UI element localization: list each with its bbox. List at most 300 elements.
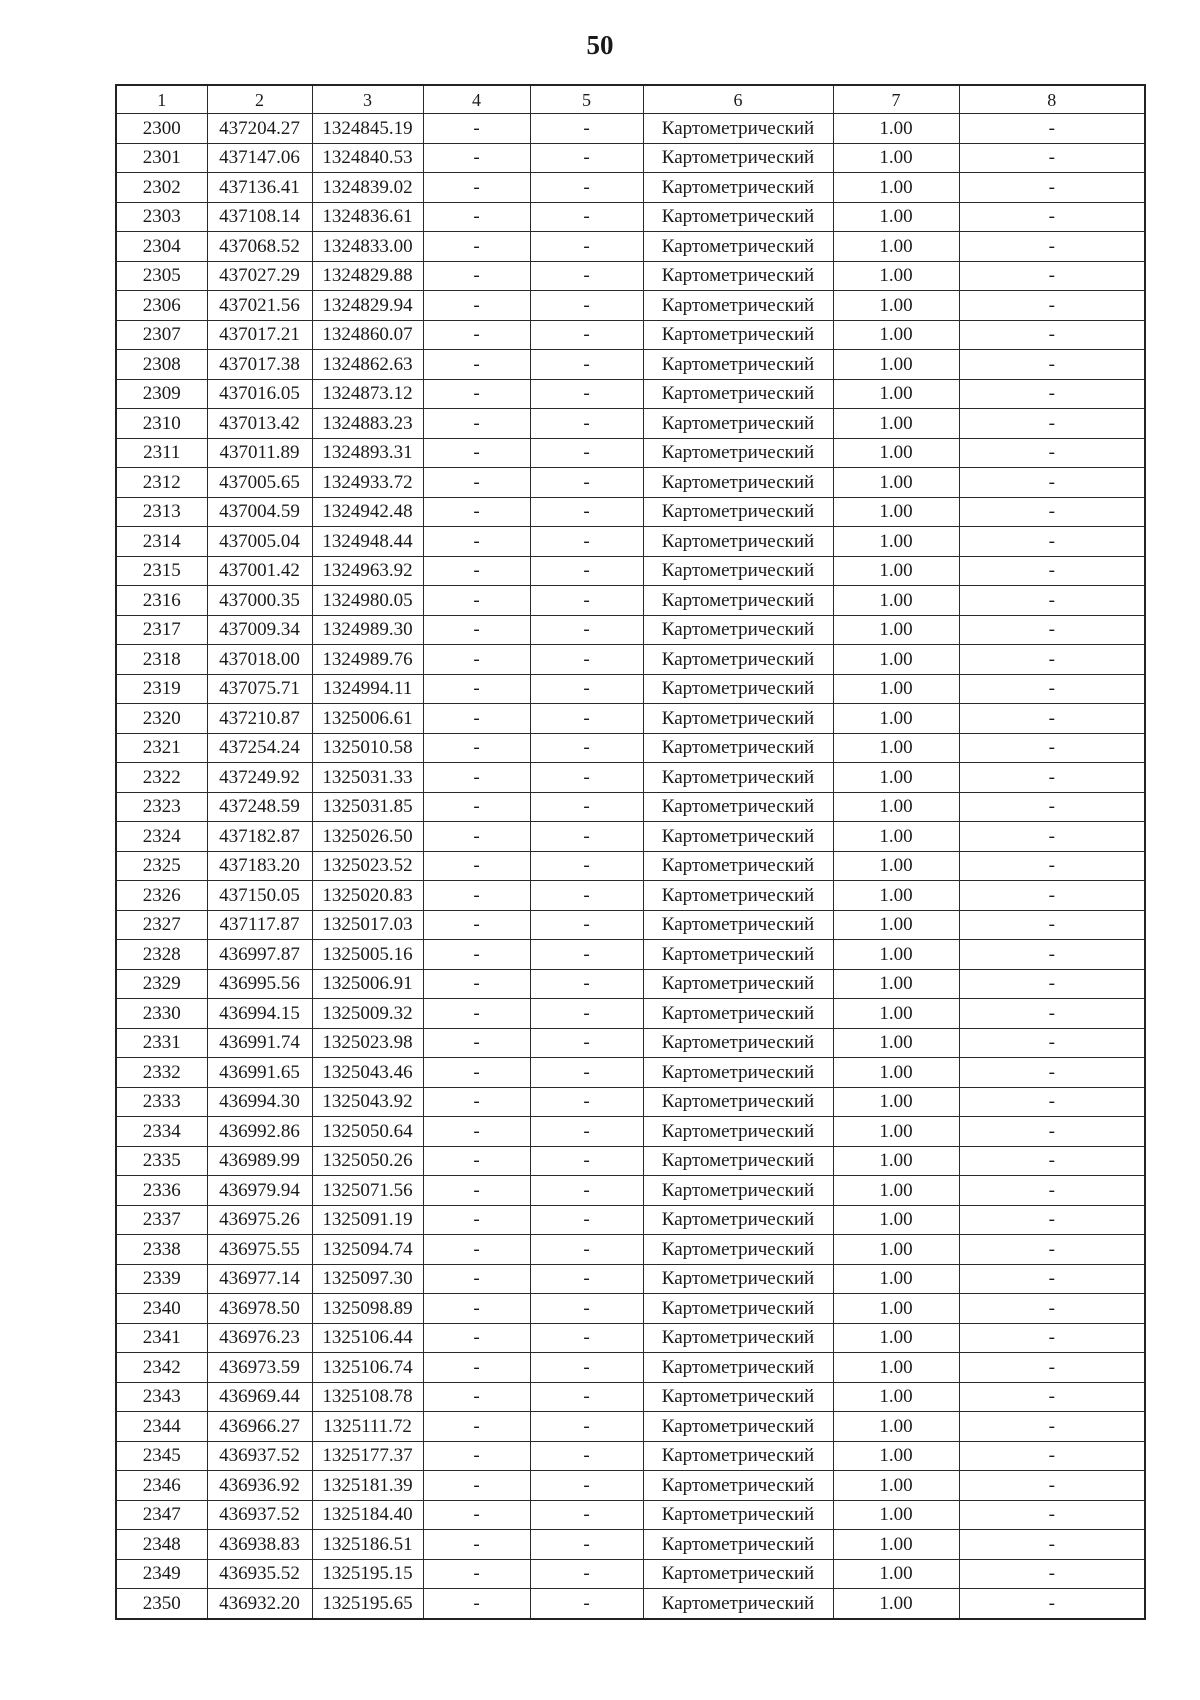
point-number-cell: 2337 bbox=[116, 1205, 207, 1235]
col-4-cell: - bbox=[423, 704, 530, 734]
col-5-cell: - bbox=[530, 1441, 643, 1471]
col-4-cell: - bbox=[423, 1294, 530, 1324]
x-coordinate-cell: 436975.26 bbox=[207, 1205, 312, 1235]
accuracy-cell: 1.00 bbox=[833, 969, 959, 999]
accuracy-cell: 1.00 bbox=[833, 1353, 959, 1383]
table-row bbox=[116, 320, 1145, 350]
col-4-cell: - bbox=[423, 1412, 530, 1442]
col-8-cell: - bbox=[959, 586, 1145, 616]
x-coordinate-cell: 436994.30 bbox=[207, 1087, 312, 1117]
y-coordinate-cell: 1325108.78 bbox=[312, 1382, 423, 1412]
table-row bbox=[116, 1441, 1145, 1471]
table-row bbox=[116, 1176, 1145, 1206]
table-row bbox=[116, 1353, 1145, 1383]
y-coordinate-cell: 1325050.64 bbox=[312, 1117, 423, 1147]
method-cell: Картометрический bbox=[643, 763, 833, 793]
x-coordinate-cell: 437068.52 bbox=[207, 232, 312, 262]
y-coordinate-cell: 1325009.32 bbox=[312, 999, 423, 1029]
col-5-cell: - bbox=[530, 1058, 643, 1088]
table-row bbox=[116, 1323, 1145, 1353]
col-8-cell: - bbox=[959, 645, 1145, 675]
y-coordinate-cell: 1325071.56 bbox=[312, 1176, 423, 1206]
table-row bbox=[116, 1294, 1145, 1324]
y-coordinate-cell: 1325010.58 bbox=[312, 733, 423, 763]
col-5-cell: - bbox=[530, 261, 643, 291]
col-4-cell: - bbox=[423, 792, 530, 822]
x-coordinate-cell: 436994.15 bbox=[207, 999, 312, 1029]
table-row bbox=[116, 173, 1145, 203]
method-cell: Картометрический bbox=[643, 291, 833, 321]
col-4-cell: - bbox=[423, 851, 530, 881]
method-cell: Картометрический bbox=[643, 1205, 833, 1235]
table-row bbox=[116, 1471, 1145, 1501]
col-5-cell: - bbox=[530, 999, 643, 1029]
col-8-cell: - bbox=[959, 674, 1145, 704]
col-8-cell: - bbox=[959, 1264, 1145, 1294]
method-cell: Картометрический bbox=[643, 1087, 833, 1117]
y-coordinate-cell: 1324833.00 bbox=[312, 232, 423, 262]
x-coordinate-cell: 437182.87 bbox=[207, 822, 312, 852]
col-4-cell: - bbox=[423, 763, 530, 793]
col-8-cell: - bbox=[959, 763, 1145, 793]
x-coordinate-cell: 437108.14 bbox=[207, 202, 312, 232]
point-number-cell: 2331 bbox=[116, 1028, 207, 1058]
y-coordinate-cell: 1324873.12 bbox=[312, 379, 423, 409]
point-number-cell: 2301 bbox=[116, 143, 207, 173]
accuracy-cell: 1.00 bbox=[833, 1382, 959, 1412]
x-coordinate-cell: 437147.06 bbox=[207, 143, 312, 173]
table-row bbox=[116, 1028, 1145, 1058]
table-row bbox=[116, 1530, 1145, 1560]
col-8-cell: - bbox=[959, 497, 1145, 527]
col-4-cell: - bbox=[423, 674, 530, 704]
col-8-cell: - bbox=[959, 615, 1145, 645]
col-8-cell: - bbox=[959, 940, 1145, 970]
accuracy-cell: 1.00 bbox=[833, 320, 959, 350]
col-8-cell: - bbox=[959, 1146, 1145, 1176]
x-coordinate-cell: 436973.59 bbox=[207, 1353, 312, 1383]
col-5-cell: - bbox=[530, 527, 643, 557]
col-8-cell: - bbox=[959, 350, 1145, 380]
method-cell: Картометрический bbox=[643, 1146, 833, 1176]
y-coordinate-cell: 1324948.44 bbox=[312, 527, 423, 557]
col-8-cell: - bbox=[959, 1087, 1145, 1117]
table-row bbox=[116, 851, 1145, 881]
x-coordinate-cell: 436969.44 bbox=[207, 1382, 312, 1412]
y-coordinate-cell: 1324839.02 bbox=[312, 173, 423, 203]
x-coordinate-cell: 436937.52 bbox=[207, 1441, 312, 1471]
table-row bbox=[116, 379, 1145, 409]
point-number-cell: 2343 bbox=[116, 1382, 207, 1412]
col-5-cell: - bbox=[530, 438, 643, 468]
accuracy-cell: 1.00 bbox=[833, 173, 959, 203]
y-coordinate-cell: 1324942.48 bbox=[312, 497, 423, 527]
x-coordinate-cell: 437249.92 bbox=[207, 763, 312, 793]
col-5-cell: - bbox=[530, 350, 643, 380]
point-number-cell: 2327 bbox=[116, 910, 207, 940]
y-coordinate-cell: 1324963.92 bbox=[312, 556, 423, 586]
col-8-cell: - bbox=[959, 1294, 1145, 1324]
method-cell: Картометрический bbox=[643, 1530, 833, 1560]
column-header-8: 8 bbox=[959, 85, 1145, 114]
method-cell: Картометрический bbox=[643, 1353, 833, 1383]
col-8-cell: - bbox=[959, 173, 1145, 203]
x-coordinate-cell: 436978.50 bbox=[207, 1294, 312, 1324]
col-8-cell: - bbox=[959, 291, 1145, 321]
table-row bbox=[116, 999, 1145, 1029]
method-cell: Картометрический bbox=[643, 1294, 833, 1324]
y-coordinate-cell: 1325020.83 bbox=[312, 881, 423, 911]
method-cell: Картометрический bbox=[643, 468, 833, 498]
x-coordinate-cell: 437204.27 bbox=[207, 114, 312, 144]
point-number-cell: 2326 bbox=[116, 881, 207, 911]
x-coordinate-cell: 437005.65 bbox=[207, 468, 312, 498]
y-coordinate-cell: 1324829.88 bbox=[312, 261, 423, 291]
y-coordinate-cell: 1324893.31 bbox=[312, 438, 423, 468]
y-coordinate-cell: 1325177.37 bbox=[312, 1441, 423, 1471]
col-4-cell: - bbox=[423, 1382, 530, 1412]
col-4-cell: - bbox=[423, 1058, 530, 1088]
y-coordinate-cell: 1325091.19 bbox=[312, 1205, 423, 1235]
method-cell: Картометрический bbox=[643, 645, 833, 675]
col-8-cell: - bbox=[959, 881, 1145, 911]
col-5-cell: - bbox=[530, 1028, 643, 1058]
accuracy-cell: 1.00 bbox=[833, 497, 959, 527]
col-5-cell: - bbox=[530, 114, 643, 144]
x-coordinate-cell: 436966.27 bbox=[207, 1412, 312, 1442]
col-8-cell: - bbox=[959, 822, 1145, 852]
method-cell: Картометрический bbox=[643, 1323, 833, 1353]
col-4-cell: - bbox=[423, 350, 530, 380]
table-row bbox=[116, 615, 1145, 645]
point-number-cell: 2315 bbox=[116, 556, 207, 586]
method-cell: Картометрический bbox=[643, 379, 833, 409]
method-cell: Картометрический bbox=[643, 438, 833, 468]
y-coordinate-cell: 1325031.33 bbox=[312, 763, 423, 793]
table-row bbox=[116, 409, 1145, 439]
accuracy-cell: 1.00 bbox=[833, 822, 959, 852]
y-coordinate-cell: 1325184.40 bbox=[312, 1500, 423, 1530]
accuracy-cell: 1.00 bbox=[833, 202, 959, 232]
col-4-cell: - bbox=[423, 438, 530, 468]
accuracy-cell: 1.00 bbox=[833, 763, 959, 793]
table-row bbox=[116, 763, 1145, 793]
col-5-cell: - bbox=[530, 881, 643, 911]
col-8-cell: - bbox=[959, 1058, 1145, 1088]
method-cell: Картометрический bbox=[643, 1589, 833, 1619]
method-cell: Картометрический bbox=[643, 202, 833, 232]
y-coordinate-cell: 1324989.76 bbox=[312, 645, 423, 675]
column-header-5: 5 bbox=[530, 85, 643, 114]
accuracy-cell: 1.00 bbox=[833, 1205, 959, 1235]
page-number: 50 bbox=[586, 30, 614, 60]
x-coordinate-cell: 436977.14 bbox=[207, 1264, 312, 1294]
table-row bbox=[116, 1205, 1145, 1235]
col-4-cell: - bbox=[423, 527, 530, 557]
x-coordinate-cell: 436979.94 bbox=[207, 1176, 312, 1206]
y-coordinate-cell: 1325181.39 bbox=[312, 1471, 423, 1501]
col-5-cell: - bbox=[530, 704, 643, 734]
col-4-cell: - bbox=[423, 1353, 530, 1383]
col-8-cell: - bbox=[959, 114, 1145, 144]
col-4-cell: - bbox=[423, 261, 530, 291]
point-number-cell: 2348 bbox=[116, 1530, 207, 1560]
y-coordinate-cell: 1324883.23 bbox=[312, 409, 423, 439]
y-coordinate-cell: 1324933.72 bbox=[312, 468, 423, 498]
col-8-cell: - bbox=[959, 1471, 1145, 1501]
col-5-cell: - bbox=[530, 1117, 643, 1147]
col-5-cell: - bbox=[530, 733, 643, 763]
x-coordinate-cell: 437000.35 bbox=[207, 586, 312, 616]
col-8-cell: - bbox=[959, 1205, 1145, 1235]
col-5-cell: - bbox=[530, 1087, 643, 1117]
col-5-cell: - bbox=[530, 232, 643, 262]
accuracy-cell: 1.00 bbox=[833, 527, 959, 557]
table-row bbox=[116, 497, 1145, 527]
point-number-cell: 2333 bbox=[116, 1087, 207, 1117]
table-row bbox=[116, 969, 1145, 999]
accuracy-cell: 1.00 bbox=[833, 438, 959, 468]
table-row bbox=[116, 438, 1145, 468]
point-number-cell: 2344 bbox=[116, 1412, 207, 1442]
col-4-cell: - bbox=[423, 232, 530, 262]
y-coordinate-cell: 1325050.26 bbox=[312, 1146, 423, 1176]
col-8-cell: - bbox=[959, 969, 1145, 999]
col-4-cell: - bbox=[423, 468, 530, 498]
col-8-cell: - bbox=[959, 320, 1145, 350]
table-row bbox=[116, 674, 1145, 704]
col-5-cell: - bbox=[530, 1323, 643, 1353]
table-row bbox=[116, 468, 1145, 498]
col-5-cell: - bbox=[530, 1471, 643, 1501]
y-coordinate-cell: 1324836.61 bbox=[312, 202, 423, 232]
method-cell: Картометрический bbox=[643, 1500, 833, 1530]
method-cell: Картометрический bbox=[643, 1235, 833, 1265]
col-5-cell: - bbox=[530, 556, 643, 586]
method-cell: Картометрический bbox=[643, 704, 833, 734]
coordinates-table-container bbox=[115, 84, 1146, 1620]
col-8-cell: - bbox=[959, 1589, 1145, 1619]
accuracy-cell: 1.00 bbox=[833, 1117, 959, 1147]
column-header-3: 3 bbox=[312, 85, 423, 114]
table-row bbox=[116, 822, 1145, 852]
col-8-cell: - bbox=[959, 1412, 1145, 1442]
col-4-cell: - bbox=[423, 556, 530, 586]
col-8-cell: - bbox=[959, 851, 1145, 881]
x-coordinate-cell: 436938.83 bbox=[207, 1530, 312, 1560]
table-row bbox=[116, 1146, 1145, 1176]
accuracy-cell: 1.00 bbox=[833, 556, 959, 586]
method-cell: Картометрический bbox=[643, 1441, 833, 1471]
col-8-cell: - bbox=[959, 1500, 1145, 1530]
y-coordinate-cell: 1325106.74 bbox=[312, 1353, 423, 1383]
method-cell: Картометрический bbox=[643, 1058, 833, 1088]
col-8-cell: - bbox=[959, 1235, 1145, 1265]
method-cell: Картометрический bbox=[643, 320, 833, 350]
y-coordinate-cell: 1325017.03 bbox=[312, 910, 423, 940]
col-8-cell: - bbox=[959, 202, 1145, 232]
y-coordinate-cell: 1325023.98 bbox=[312, 1028, 423, 1058]
column-header-7: 7 bbox=[833, 85, 959, 114]
col-4-cell: - bbox=[423, 1500, 530, 1530]
accuracy-cell: 1.00 bbox=[833, 1323, 959, 1353]
col-8-cell: - bbox=[959, 1323, 1145, 1353]
col-5-cell: - bbox=[530, 645, 643, 675]
accuracy-cell: 1.00 bbox=[833, 1146, 959, 1176]
col-4-cell: - bbox=[423, 1589, 530, 1619]
table-row bbox=[116, 261, 1145, 291]
y-coordinate-cell: 1324989.30 bbox=[312, 615, 423, 645]
col-8-cell: - bbox=[959, 792, 1145, 822]
column-header-4: 4 bbox=[423, 85, 530, 114]
col-8-cell: - bbox=[959, 1353, 1145, 1383]
col-4-cell: - bbox=[423, 1441, 530, 1471]
col-4-cell: - bbox=[423, 615, 530, 645]
x-coordinate-cell: 436989.99 bbox=[207, 1146, 312, 1176]
col-5-cell: - bbox=[530, 1589, 643, 1619]
point-number-cell: 2314 bbox=[116, 527, 207, 557]
col-5-cell: - bbox=[530, 1500, 643, 1530]
col-5-cell: - bbox=[530, 1294, 643, 1324]
y-coordinate-cell: 1325094.74 bbox=[312, 1235, 423, 1265]
method-cell: Картометрический bbox=[643, 350, 833, 380]
table-row bbox=[116, 910, 1145, 940]
x-coordinate-cell: 436932.20 bbox=[207, 1589, 312, 1619]
col-4-cell: - bbox=[423, 1176, 530, 1206]
accuracy-cell: 1.00 bbox=[833, 114, 959, 144]
accuracy-cell: 1.00 bbox=[833, 143, 959, 173]
x-coordinate-cell: 436991.74 bbox=[207, 1028, 312, 1058]
x-coordinate-cell: 436995.56 bbox=[207, 969, 312, 999]
method-cell: Картометрический bbox=[643, 173, 833, 203]
point-number-cell: 2303 bbox=[116, 202, 207, 232]
y-coordinate-cell: 1324994.11 bbox=[312, 674, 423, 704]
table-row bbox=[116, 350, 1145, 380]
x-coordinate-cell: 436937.52 bbox=[207, 1500, 312, 1530]
point-number-cell: 2346 bbox=[116, 1471, 207, 1501]
accuracy-cell: 1.00 bbox=[833, 1176, 959, 1206]
accuracy-cell: 1.00 bbox=[833, 881, 959, 911]
point-number-cell: 2316 bbox=[116, 586, 207, 616]
col-8-cell: - bbox=[959, 1382, 1145, 1412]
col-4-cell: - bbox=[423, 1087, 530, 1117]
point-number-cell: 2322 bbox=[116, 763, 207, 793]
col-5-cell: - bbox=[530, 143, 643, 173]
col-4-cell: - bbox=[423, 320, 530, 350]
col-4-cell: - bbox=[423, 1264, 530, 1294]
col-4-cell: - bbox=[423, 940, 530, 970]
col-5-cell: - bbox=[530, 1264, 643, 1294]
method-cell: Картометрический bbox=[643, 1559, 833, 1589]
point-number-cell: 2340 bbox=[116, 1294, 207, 1324]
x-coordinate-cell: 437016.05 bbox=[207, 379, 312, 409]
col-4-cell: - bbox=[423, 173, 530, 203]
point-number-cell: 2329 bbox=[116, 969, 207, 999]
col-5-cell: - bbox=[530, 291, 643, 321]
point-number-cell: 2305 bbox=[116, 261, 207, 291]
accuracy-cell: 1.00 bbox=[833, 1235, 959, 1265]
col-5-cell: - bbox=[530, 586, 643, 616]
col-8-cell: - bbox=[959, 556, 1145, 586]
col-4-cell: - bbox=[423, 202, 530, 232]
method-cell: Картометрический bbox=[643, 969, 833, 999]
x-coordinate-cell: 437183.20 bbox=[207, 851, 312, 881]
col-4-cell: - bbox=[423, 910, 530, 940]
table-row bbox=[116, 1559, 1145, 1589]
table-row bbox=[116, 1589, 1145, 1619]
method-cell: Картометрический bbox=[643, 1264, 833, 1294]
accuracy-cell: 1.00 bbox=[833, 1294, 959, 1324]
table-row bbox=[116, 143, 1145, 173]
col-5-cell: - bbox=[530, 1412, 643, 1442]
accuracy-cell: 1.00 bbox=[833, 1559, 959, 1589]
x-coordinate-cell: 437017.21 bbox=[207, 320, 312, 350]
col-4-cell: - bbox=[423, 1117, 530, 1147]
table-row bbox=[116, 733, 1145, 763]
col-4-cell: - bbox=[423, 1530, 530, 1560]
accuracy-cell: 1.00 bbox=[833, 1028, 959, 1058]
accuracy-cell: 1.00 bbox=[833, 1471, 959, 1501]
col-4-cell: - bbox=[423, 291, 530, 321]
col-8-cell: - bbox=[959, 232, 1145, 262]
x-coordinate-cell: 436997.87 bbox=[207, 940, 312, 970]
col-5-cell: - bbox=[530, 1205, 643, 1235]
point-number-cell: 2319 bbox=[116, 674, 207, 704]
col-8-cell: - bbox=[959, 1176, 1145, 1206]
col-5-cell: - bbox=[530, 763, 643, 793]
col-4-cell: - bbox=[423, 379, 530, 409]
col-5-cell: - bbox=[530, 497, 643, 527]
point-number-cell: 2323 bbox=[116, 792, 207, 822]
col-4-cell: - bbox=[423, 114, 530, 144]
accuracy-cell: 1.00 bbox=[833, 1589, 959, 1619]
accuracy-cell: 1.00 bbox=[833, 261, 959, 291]
method-cell: Картометрический bbox=[643, 910, 833, 940]
method-cell: Картометрический bbox=[643, 232, 833, 262]
col-5-cell: - bbox=[530, 1235, 643, 1265]
method-cell: Картометрический bbox=[643, 1382, 833, 1412]
y-coordinate-cell: 1324840.53 bbox=[312, 143, 423, 173]
point-number-cell: 2313 bbox=[116, 497, 207, 527]
table-row bbox=[116, 1235, 1145, 1265]
table-row bbox=[116, 1117, 1145, 1147]
y-coordinate-cell: 1324829.94 bbox=[312, 291, 423, 321]
col-5-cell: - bbox=[530, 940, 643, 970]
col-5-cell: - bbox=[530, 822, 643, 852]
x-coordinate-cell: 437248.59 bbox=[207, 792, 312, 822]
x-coordinate-cell: 437254.24 bbox=[207, 733, 312, 763]
y-coordinate-cell: 1325111.72 bbox=[312, 1412, 423, 1442]
x-coordinate-cell: 437021.56 bbox=[207, 291, 312, 321]
method-cell: Картометрический bbox=[643, 1471, 833, 1501]
col-8-cell: - bbox=[959, 379, 1145, 409]
point-number-cell: 2306 bbox=[116, 291, 207, 321]
x-coordinate-cell: 436935.52 bbox=[207, 1559, 312, 1589]
accuracy-cell: 1.00 bbox=[833, 291, 959, 321]
x-coordinate-cell: 437004.59 bbox=[207, 497, 312, 527]
table-row bbox=[116, 114, 1145, 144]
x-coordinate-cell: 436991.65 bbox=[207, 1058, 312, 1088]
x-coordinate-cell: 437150.05 bbox=[207, 881, 312, 911]
method-cell: Картометрический bbox=[643, 1176, 833, 1206]
col-4-cell: - bbox=[423, 497, 530, 527]
col-8-cell: - bbox=[959, 1117, 1145, 1147]
method-cell: Картометрический bbox=[643, 733, 833, 763]
col-5-cell: - bbox=[530, 674, 643, 704]
x-coordinate-cell: 436975.55 bbox=[207, 1235, 312, 1265]
col-4-cell: - bbox=[423, 881, 530, 911]
method-cell: Картометрический bbox=[643, 851, 833, 881]
